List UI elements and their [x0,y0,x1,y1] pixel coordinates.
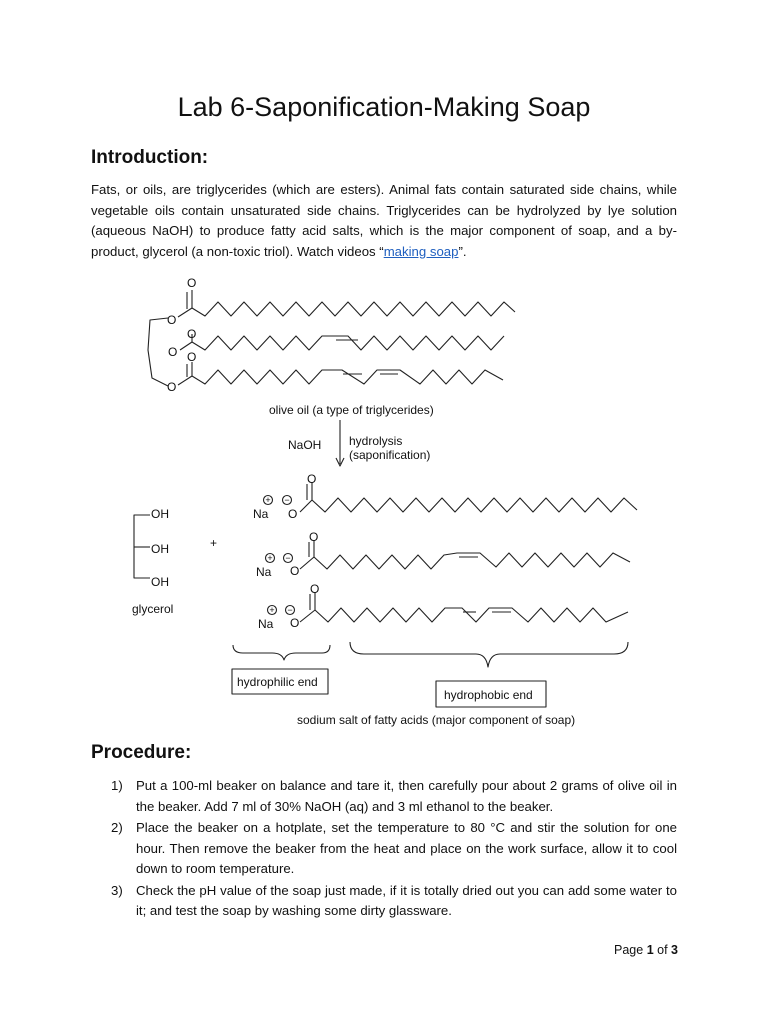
saponification-label: (saponification) [349,448,431,462]
step-number: 1) [111,778,123,793]
introduction-heading: Introduction: [91,147,209,168]
oxygen-label: O [288,507,298,521]
oxygen-label: O [187,276,197,290]
step-number: 3) [111,882,123,898]
saponification-figure [0,272,768,742]
of-word: of [657,943,668,957]
intro-text-end: ”. [458,243,467,259]
sodium-label: Na [256,565,272,579]
step-text: Place the beaker on a hotplate, set the temperature to 80 °C and stir the solution for one hour. Then remove the beaker from the heat and place on the work surface, allow it to cool down to room temperature. [136,820,677,876]
glycerol-oh-2: OH [151,542,169,556]
oxygen-label: O [167,313,177,327]
list-item [91,881,677,922]
sodium-label: Na [253,507,269,521]
hydrophobic-brace [350,642,628,667]
olive-chain-1 [192,302,515,316]
salt-3-chain [315,608,628,622]
glycerol-oh-1: OH [151,507,169,521]
oxygen-label: O [307,472,317,486]
saponification-diagram [0,272,768,742]
introduction-paragraph [91,180,677,262]
soap-caption: sodium salt of fatty acids (major component of soap) [297,713,576,727]
step-number: 2) [111,820,123,835]
sodium-label: Na [258,617,274,631]
glycerol-oh-3: OH [151,575,169,589]
plus-charge: + [267,553,273,563]
page-number-footer [614,943,678,957]
step-text: Check the pH value of the soap just made, if it is totally dried out you can add some water to it; and test the soap by washing some dirty glassware. [136,882,677,918]
oxygen-label: O [290,564,300,578]
salt-1-carboxylate [300,482,312,512]
plus-charge: + [265,495,271,505]
hydrolysis-label: hydrolysis [349,434,403,448]
oxygen-label: O [187,350,197,364]
oxygen-labels [167,276,322,630]
procedure-list [91,776,677,923]
triglyceride-backbone [148,318,168,386]
oxygen-label: O [309,530,319,544]
salt-3-carboxylate [300,592,315,622]
oxygen-label: O [310,582,320,596]
salt-1-chain [312,498,637,512]
minus-charge: − [287,605,293,615]
list-item [91,818,677,880]
salt-2-carboxylate [300,540,314,569]
oxygen-label: O [167,380,177,394]
oxygen-label: O [187,327,197,341]
oxygen-label: O [290,616,300,630]
salt-2-chain [314,553,630,569]
minus-charge: − [284,495,290,505]
page-title: Lab 6-Saponification-Making Soap [177,92,591,122]
page-word: Page [614,943,644,957]
ester-bond-1 [178,290,192,317]
glycerol-label: glycerol [132,602,174,616]
hydrophilic-label: hydrophilic end [237,675,318,689]
olive-oil-caption: olive oil (a type of triglycerides) [269,403,434,417]
plus-charge: + [269,605,275,615]
current-page: 1 [646,943,654,957]
structure-bonds [134,290,637,707]
hydrophobic-label: hydrophobic end [444,688,533,702]
minus-charge: − [285,553,291,563]
naoh-reagent: NaOH [288,438,322,452]
plus-sign: + [210,536,218,550]
total-pages: 3 [671,943,678,957]
olive-chain-3 [192,370,503,384]
intro-text: Fats, or oils, are triglycerides (which are esters). Animal fats contain saturated side chains, while vegetable oils contain unsaturated side chains. Triglycerides can be hydrolyzed by lye solution (aqueous NaOH) to produce fatty acid salts, which is the major component of soap, and a by-product, glycerol (a non-toxic triol). Watch videos “ [91,182,677,259]
oxygen-label: O [168,345,178,359]
making-soap-link[interactable]: making soap [383,243,459,259]
list-item [91,776,677,817]
procedure-heading: Procedure: [91,742,192,763]
olive-chain-2 [192,336,504,350]
ester-bond-3 [178,362,192,385]
step-text: Put a 100-ml beaker on balance and tare it, then carefully pour about 2 grams of olive oil in the beaker. Add 7 ml of 30% NaOH (aq) and 3 ml ethanol to the beaker. [136,778,677,814]
hydrophilic-brace [233,645,330,660]
